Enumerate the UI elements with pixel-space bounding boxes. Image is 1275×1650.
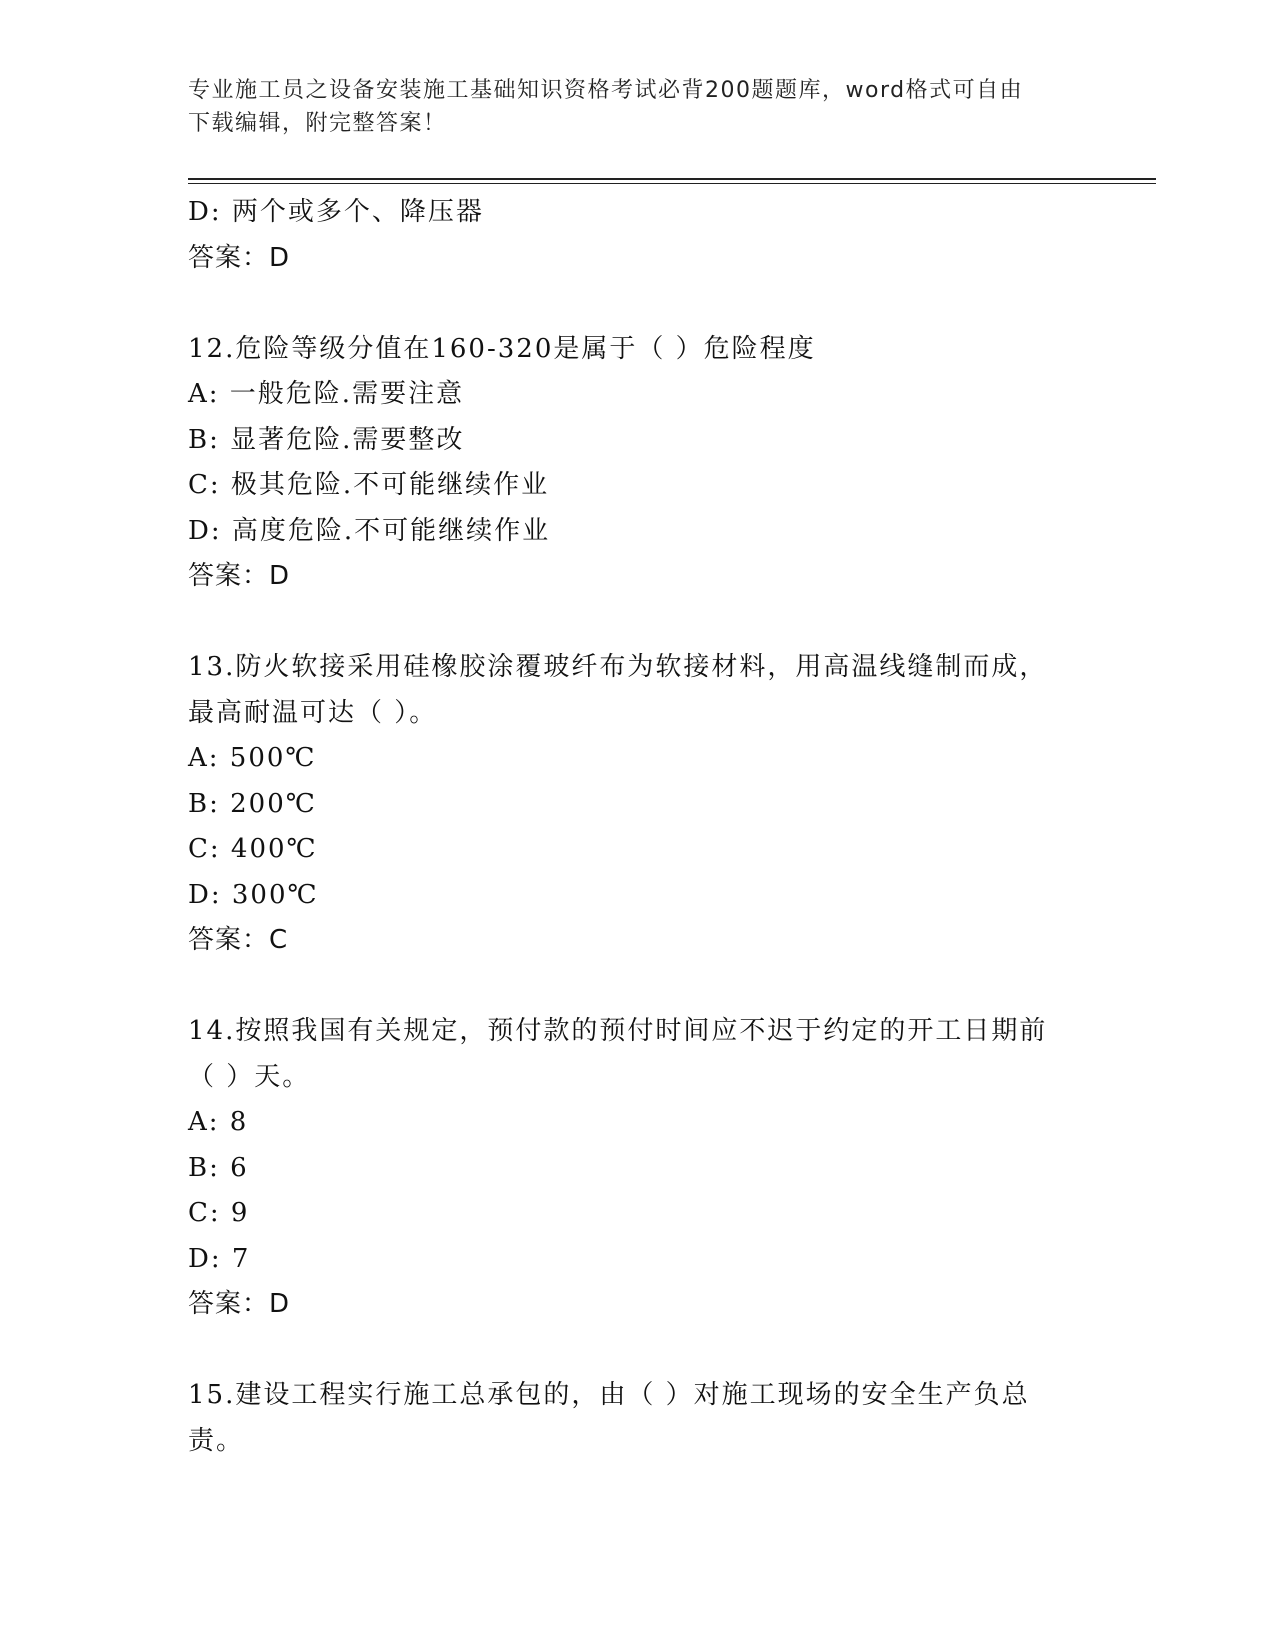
question-12-option-d: D: 高度危险.不可能继续作业 bbox=[188, 515, 551, 546]
question-15-text-line-2: 责。 bbox=[188, 1425, 245, 1456]
question-14-text-line-2: （ ）天。 bbox=[188, 1061, 311, 1092]
question-spacer bbox=[188, 600, 1088, 646]
question-15 bbox=[188, 1373, 1088, 1464]
question-11-fragment bbox=[188, 190, 1088, 281]
question-11-option-d: D: 两个或多个、降压器 bbox=[188, 197, 484, 227]
question-11-answer: 答案：D bbox=[188, 242, 291, 273]
question-14-option-a: A: 8 bbox=[188, 1107, 249, 1137]
document-header bbox=[188, 74, 1088, 140]
question-spacer bbox=[188, 964, 1088, 1010]
question-14 bbox=[188, 1009, 1088, 1328]
question-spacer bbox=[188, 281, 1088, 327]
question-13-option-a: A: 500℃ bbox=[188, 743, 317, 773]
question-12-option-b: B: 显著危险.需要整改 bbox=[188, 424, 465, 455]
question-13 bbox=[188, 645, 1088, 964]
header-divider-thick bbox=[188, 178, 1156, 180]
question-13-text-line-1: 13.防火软接采用硅橡胶涂覆玻纤布为软接材料，用高温线缝制而成， bbox=[188, 652, 1048, 682]
header-line-2: 下载编辑，附完整答案！ bbox=[188, 111, 447, 136]
question-13-option-b: B: 200℃ bbox=[188, 788, 317, 819]
question-12-answer: 答案：D bbox=[188, 561, 291, 591]
question-13-option-c: C: 400℃ bbox=[188, 834, 318, 864]
header-divider-thin bbox=[188, 183, 1156, 184]
question-14-option-d: D: 7 bbox=[188, 1243, 251, 1274]
question-14-option-b: B: 6 bbox=[188, 1152, 249, 1183]
question-14-text-line-1: 14.按照我国有关规定，预付款的预付时间应不迟于约定的开工日期前 bbox=[188, 1016, 1048, 1046]
question-12-text: 12.危险等级分值在160-320是属于（ ）危险程度 bbox=[188, 333, 816, 364]
question-14-option-c: C: 9 bbox=[188, 1198, 250, 1228]
question-13-option-d: D: 300℃ bbox=[188, 879, 319, 910]
question-list bbox=[188, 190, 1088, 1464]
question-spacer bbox=[188, 1328, 1088, 1374]
question-15-text-line-1: 15.建设工程实行施工总承包的，由（ ）对施工现场的安全生产负总 bbox=[188, 1380, 1030, 1410]
header-line-1: 专业施工员之设备安装施工基础知识资格考试必背200题题库，word格式可自由 bbox=[188, 78, 1024, 103]
question-13-text-line-2: 最高耐温可达（ ）。 bbox=[188, 697, 438, 728]
question-12-option-c: C: 极其危险.不可能继续作业 bbox=[188, 470, 550, 500]
question-13-answer: 答案：C bbox=[188, 925, 289, 955]
question-12-option-a: A: 一般危险.需要注意 bbox=[188, 379, 465, 409]
question-14-answer: 答案：D bbox=[188, 1289, 291, 1319]
question-12 bbox=[188, 327, 1088, 600]
